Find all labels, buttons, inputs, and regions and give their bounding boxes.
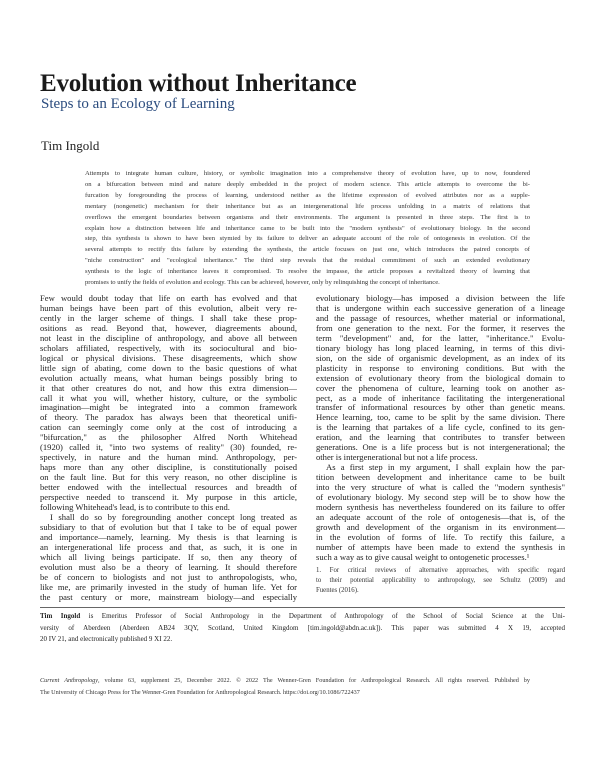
body-line: imagination—might be integrated into a common framework xyxy=(40,403,297,413)
body-line: tition between development and inheritance came to be built xyxy=(316,473,565,483)
abstract xyxy=(85,169,530,289)
footnote-line: 1. For critical reviews of alternative approaches, with specific regard xyxy=(316,567,565,574)
body-line: pect, as a mode of inheritance facilitating the intergenerational xyxy=(316,393,565,403)
body-line: it that other creatures do not, and how this extra dimension— xyxy=(40,383,297,393)
body-line: "bifurcation," as the philosopher Alfred North Whitehead xyxy=(40,433,297,443)
body-line: cation can seemingly come only at the cost of introducing a xyxy=(40,423,297,433)
body-line: which all living beings participate. If so, then any theory of xyxy=(40,552,297,562)
body-line: better endowed with the intellectual resources and breadth of xyxy=(40,483,297,493)
body-line: cently in the larger scheme of things. I shall take these prop- xyxy=(40,313,297,323)
abstract-line: mentary (nongenetic) mechanism for their inheritance but as an intergenerational life process unfolding in a matrix of relations that xyxy=(85,202,530,210)
body-line: haps more than any other discipline, is constitutionally poised xyxy=(40,463,297,473)
abstract-line: overflows the emergent boundaries between organisms and their environments. The argument is presented in three steps. The first is to xyxy=(85,213,530,221)
body-line: number of attempts have been made to extend the synthesis in xyxy=(316,542,565,552)
body-column-right xyxy=(316,294,565,563)
footer-divider xyxy=(40,607,565,608)
body-line: evolution actually means, what human beings possibly bring to xyxy=(40,373,297,383)
body-line: sion, on the side of organismic development, as an index of its xyxy=(316,353,565,363)
body-line: term "development" and, for the latter, "inheritance." Evolu- xyxy=(316,333,565,343)
body-line: logical or physical divisions. These disagreements, which show xyxy=(40,353,297,363)
body-line: on the fault line. But for this very reason, no other discipline is xyxy=(40,473,297,483)
body-line: plasticity in response to environing conditions. But with the xyxy=(316,363,565,373)
body-line: like me, are primarily invested in the study of human life. Yet for xyxy=(40,582,297,592)
body-line: little sign of abating, come down to the basic questions of what xyxy=(40,363,297,373)
bio-line: 20 IV 21, and electronically published 9 XI 22. xyxy=(40,635,173,643)
body-line: other is intergenerational but not a life process. xyxy=(316,453,478,463)
body-line: transfer of informational resources by other than genetic means. xyxy=(316,403,565,413)
body-line: modern synthesis has nevertheless foundered on its failure to offer xyxy=(316,503,565,513)
body-line: eration, and the learning that contributes to transfer between xyxy=(316,433,565,443)
body-line: following Whitehead's lead, is to contribute to this end. xyxy=(40,503,230,513)
footnote-line: Fuentes (2016). xyxy=(316,587,359,594)
body-line: is the learning that partakes of a life cycle, confined to its gen- xyxy=(316,423,565,433)
author-bio xyxy=(40,611,565,646)
journal-name: Current Anthropology xyxy=(40,677,99,684)
body-line: generations. One is a life process but is not intergenerational; the xyxy=(316,443,565,453)
body-line: call it what you will, whether history, culture, or the symbolic xyxy=(40,393,297,403)
citation-text: , volume 63, supplement 25, December 2022. © 2022 The Wenner-Gren Foundation for Anthropological Research. All rights reserved. Published by xyxy=(98,677,530,684)
body-line: in the evolution of forms of life. To rectify this failure, a xyxy=(316,532,565,542)
abstract-line: Attempts to integrate human culture, history, or symbolic imagination into a comprehensive theory of evolution have, up to now, foundered xyxy=(85,170,530,177)
bio-line: versity of Aberdeen (Aberdeen AB24 3QY, Scotland, United Kingdom [tim.ingold@abdn.ac.uk]). This paper was submitted 4 X 19, accepted xyxy=(40,623,565,632)
abstract-line: "niche construction" and "ecological inheritance." The third step reveals that the residual commitment of such an extended evolutionary xyxy=(85,257,530,265)
body-line: an intergenerational life process and that, as such, it is one in xyxy=(40,542,297,552)
body-line: tionary biology has long placed learning, in terms of this divi- xyxy=(316,343,565,353)
abstract-line: promises to unify the fields of evolution and ecology. This can be achieved, however, only by relinquishing the concept of inheritance. xyxy=(85,279,440,287)
body-line: from one generation to the next. For the former, it reserves the xyxy=(316,323,565,333)
abstract-line: explain how a distinction between life and inheritance came to be built into the "modern synthesis" of evolutionary biology. In the second xyxy=(85,224,530,232)
body-line: cover the phenomena of culture, learning took on another as- xyxy=(316,383,565,393)
body-line: Hence learning, too, came to be split by the same division. There xyxy=(316,413,565,423)
abstract-line: synthesis to the logic of inheritance leaves it compromised. To resolve the impasse, the article proposes a revitalized theory of learning that xyxy=(85,268,530,276)
body-line: and importance—namely, learning. My thesis is that learning is xyxy=(40,532,297,542)
body-line: not least in the discipline of anthropology, and above all between xyxy=(40,333,297,343)
body-line: evolutionary biology—has imposed a division between the life xyxy=(316,294,565,303)
body-line: an adequate account of the role of ontogenesis—that is, of the xyxy=(316,512,565,522)
body-line: extension of evolutionary theory from the biological domain to xyxy=(316,373,565,383)
body-line: perspective needed to transcend it. My purpose in this article, xyxy=(40,493,297,503)
abstract-line: several attempts to rectify this failure by extending the synthesis, the article focuses on just one, which introduces the paired concepts of xyxy=(85,246,530,254)
body-line: ositions as read. Beyond that, however, diagreements abound, xyxy=(40,323,297,333)
body-line: Few would doubt today that life on earth has evolved and that xyxy=(40,294,297,303)
article-subtitle: Steps to an Ecology of Learning xyxy=(41,96,235,112)
bio-name: Tim Ingold xyxy=(40,612,81,620)
body-line: be of concern to biologists and not just to anthropologists, who, xyxy=(40,572,297,582)
abstract-line: furcation by foregrounding the process of learning, understood neither as the lifetime expression of evolved attributes nor as a supple- xyxy=(85,191,530,199)
author-name: Tim Ingold xyxy=(41,138,100,153)
body-line: such a way as to give causal weight to ontogenetic processes.¹ xyxy=(316,552,530,562)
body-line: (1920) called it, "into two systems of reality" (30) founded, re- xyxy=(40,443,297,453)
body-line: and the passage of resources, whether material or informational, xyxy=(316,313,565,323)
abstract-line: step, this synthesis is shown to have been stymied by its failure to deliver an adequate account of the role of ontogenesis in evolution. Of the xyxy=(85,235,530,243)
body-line: that is undergone within each successive generation of a lineage xyxy=(316,303,565,313)
article-title: Evolution without Inheritance xyxy=(40,70,357,97)
citation-doi-line[interactable]: The University of Chicago Press for The Wenner-Gren Foundation for Anthropological Research. https://doi.org/10.1086/722437 xyxy=(40,688,360,696)
body-line: As a first step in my argument, I shall explain how the par- xyxy=(326,463,565,473)
body-line: of evolutionary biology. My second step will be to show how the xyxy=(316,493,565,503)
footnote xyxy=(316,566,565,596)
bio-line: is Emeritus Professor of Social Anthropology in the Department of Anthropology of the School of Social Science at the Uni- xyxy=(80,612,565,620)
body-line: evolution must also be a theory of learning. It should therefore xyxy=(40,562,297,572)
body-line: spectively, in nature and the human mind. Anthropology, per- xyxy=(40,453,297,463)
body-line: the past century or more, mainstream biology—and especially xyxy=(40,592,297,602)
footnote-line: to their potential applicability to anthropology, see Schultz (2009) and xyxy=(316,577,565,584)
body-line: scholars affiliated, respectively, with its sociocultural and bio- xyxy=(40,343,297,353)
body-line: human beings have been part of this evolution, albeit very re- xyxy=(40,303,297,313)
body-line: into the very structure of what is called the "modern synthesis" xyxy=(316,483,565,493)
body-line: of theory. The paradox has always been that theoretical unifi- xyxy=(40,413,297,423)
body-line: I shall do so by foregrounding another concept long treated as xyxy=(50,512,297,522)
citation xyxy=(40,675,530,698)
body-line: subsidiary to that of evolution but that I take to be of equal power xyxy=(40,522,297,532)
abstract-line: on a bifurcation between mind and nature deeply embedded in the project of modern science. This article attempts to overcome the bi- xyxy=(85,180,530,188)
body-line: growth and development of the organism in its environment— xyxy=(316,522,565,532)
body-column-left xyxy=(40,294,297,603)
